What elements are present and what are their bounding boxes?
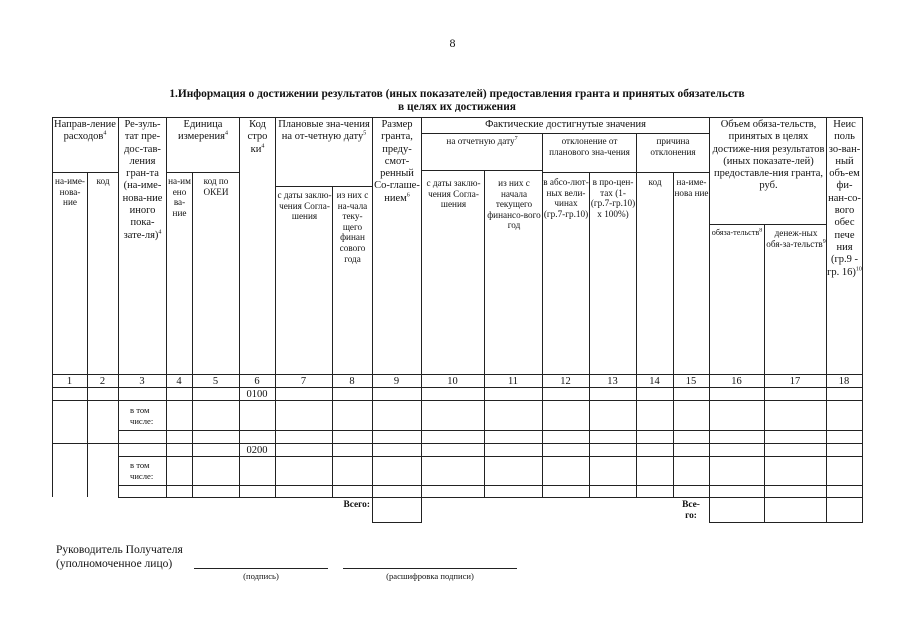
header-actual-since: с даты заклю-чения Согла-шения bbox=[426, 178, 481, 210]
header-direction-code: код bbox=[96, 176, 110, 186]
header-planned-year: из них с на-чала теку-щего финан сового года bbox=[336, 190, 369, 264]
header-reason: причина отклонения bbox=[650, 136, 696, 157]
header-unit-name: на-им ено ва-ние bbox=[168, 176, 191, 218]
row-code-0200: 0200 bbox=[246, 445, 268, 456]
col-num: 3 bbox=[139, 376, 145, 387]
header-deviation-pct: в про-цен-тах (1-(гр.7-гр.10) х 100%) bbox=[590, 177, 636, 219]
col-num: 10 bbox=[447, 376, 458, 387]
header-deviation: отклонение от планового зна-чения bbox=[549, 136, 630, 157]
header-obligations-money: денеж-ных обя-за-тельств$^9$ bbox=[766, 228, 826, 249]
header-planned-since: с даты заклю-чения Согла-шения bbox=[277, 190, 332, 222]
header-row-code: Код стро $ки^4$ bbox=[247, 119, 268, 155]
signature-caption: (подпись) bbox=[243, 571, 279, 581]
col-num: 6 bbox=[254, 376, 260, 387]
col-num: 1 bbox=[66, 376, 73, 387]
col-num: 9 bbox=[393, 376, 400, 387]
col-num: 2 bbox=[99, 376, 106, 387]
header-reason-code: код bbox=[648, 177, 662, 187]
header-planned: Плановые зна-чения на от-четную дату$^5$ bbox=[278, 119, 370, 143]
signature-decode-caption: (расшифровка подписи) bbox=[386, 571, 474, 581]
title-line-2: в целях их достижения bbox=[398, 101, 516, 113]
header-obligations: Объем обяза-тельств, принятых в целях достиже-ния результатов (иных показате-лей) предоставле-ния гранта, руб. bbox=[712, 119, 825, 192]
col-num: 8 bbox=[349, 376, 355, 387]
header-actual-date: на отчетную дату$^7$ bbox=[446, 136, 518, 146]
header-obligations-total: обяза-тельств$^8$ bbox=[711, 228, 763, 237]
signature-subtitle: (уполномоченное лицо) bbox=[56, 558, 173, 570]
header-grant-size: Размер гранта, преду-смот-ренный Со-глаше-нием$^6$ bbox=[374, 119, 420, 204]
total-label-left: Всего: bbox=[343, 500, 370, 510]
header-unit-okei: код по ОКЕИ bbox=[203, 176, 229, 197]
header-direction-name: на-име-нова-ние bbox=[55, 176, 85, 208]
title-line-1: 1.Информация о достижении результатов (иных показателей) предоставления гранта и принятых обязательств bbox=[169, 88, 745, 100]
col-num: 14 bbox=[649, 376, 660, 387]
col-num: 5 bbox=[212, 376, 219, 387]
col-num: 15 bbox=[685, 376, 697, 387]
col-num: 7 bbox=[300, 376, 307, 387]
col-num: 18 bbox=[838, 376, 850, 387]
page-number: 8 bbox=[449, 36, 456, 50]
total-label-right: Все- го: bbox=[682, 500, 700, 521]
signature-decode-line bbox=[343, 568, 517, 569]
header-result: Ре-зуль-тат пре-дос-тав-ления гран-та (на-име-нова-ние иного пока-зате-ля)$^4$ bbox=[122, 119, 163, 241]
col-num: 4 bbox=[176, 376, 182, 387]
header-reason-name: на-име-нова ние bbox=[674, 177, 709, 198]
col-num: 12 bbox=[560, 376, 571, 387]
col-num: 17 bbox=[789, 376, 801, 387]
col-num: 16 bbox=[731, 376, 742, 387]
row-including-label: в том числе: bbox=[130, 460, 154, 481]
signature-title: Руководитель Получателя bbox=[56, 544, 183, 556]
row-including-label: в том числе: bbox=[130, 405, 154, 426]
header-deviation-abs: в абсо-лют-ных вели-чинах (гр.7-гр.10) bbox=[543, 177, 589, 219]
header-unit: Единица измерения$^4$ bbox=[178, 119, 228, 143]
header-actual-year: из них с начала текущего финансо-вого год bbox=[487, 178, 541, 231]
signature-line bbox=[194, 568, 328, 569]
header-actual: Фактические достигнутые значения bbox=[485, 119, 646, 130]
header-unused: Неис поль зо-ван-ный объ-ем фи-нан-со-вого обес пече ния (гр.9 - гр. 16)$^{10}$ bbox=[827, 119, 862, 278]
col-num: 13 bbox=[607, 376, 618, 387]
row-code-0100: 0100 bbox=[246, 389, 268, 400]
col-num: 11 bbox=[507, 376, 519, 387]
header-direction: Направ-ление расходов$^4$ bbox=[54, 119, 116, 143]
